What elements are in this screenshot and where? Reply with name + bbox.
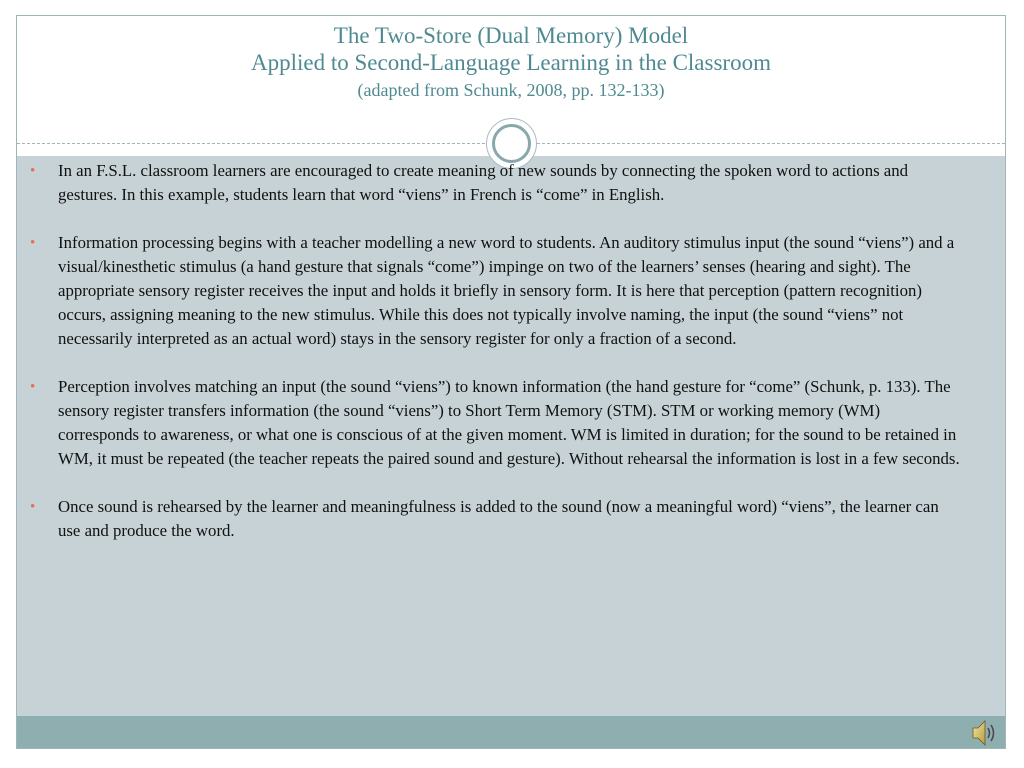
title-citation: (adapted from Schunk, 2008, pp. 132-133) <box>357 80 665 100</box>
bullet-text: In an F.S.L. classroom learners are encouraged to create meaning of new sounds by connecting the spoken word to actions and gestures. In this example, students learn that word “viens” in French is “come” in English. <box>58 161 909 204</box>
title-line-2: Applied to Second-Language Learning in the Classroom <box>251 50 771 75</box>
bullet-dot-icon: • <box>30 235 36 251</box>
speaker-icon[interactable] <box>971 716 997 750</box>
bullet-list <box>30 159 962 567</box>
bullet-text: Perception involves matching an input (the sound “viens”) to known information (the hand gesture for “come” (Schunk, p. 133). The sensory register transfers information (the sound “viens”) to Short Term Memory (STM). STM or working memory (WM) corresponds to awareness, or what one is conscious of at the given moment. WM is limited in duration; for the sound to be retained in WM, it must be repeated (the teacher repeats the paired sound and gesture). Without rehearsal the information is lost in a few seconds. <box>58 377 960 468</box>
bullet-item <box>30 231 962 351</box>
slide-title <box>17 22 1005 103</box>
bullet-item <box>30 159 962 207</box>
bullet-dot-icon: • <box>30 163 36 179</box>
title-line-1: The Two-Store (Dual Memory) Model <box>333 23 689 48</box>
circle-ornament-inner <box>492 124 531 163</box>
bullet-text: Information processing begins with a teacher modelling a new word to students. An auditory stimulus input (the sound “viens”) and a visual/kinesthetic stimulus (a hand gesture that signals “come”) impinge on two of the learners’ senses (hearing and sight). The appropriate sensory register receives the input and holds it briefly in sensory form. It is here that perception (pattern recognition) occurs, assigning meaning to the new stimulus. While this does not typically involve naming, the input (the sound “viens” not necessarily interpreted as an actual word) stays in the sensory register for only a fraction of a second. <box>58 233 955 348</box>
bullet-dot-icon: • <box>30 499 36 515</box>
bullet-text: Once sound is rehearsed by the learner and meaningfulness is added to the sound (now a meaningful word) “viens”, the learner can use and produce the word. <box>58 497 939 540</box>
bullet-item <box>30 375 962 471</box>
footer-band <box>17 716 1005 749</box>
bullet-item <box>30 495 962 543</box>
bullet-dot-icon: • <box>30 379 36 395</box>
